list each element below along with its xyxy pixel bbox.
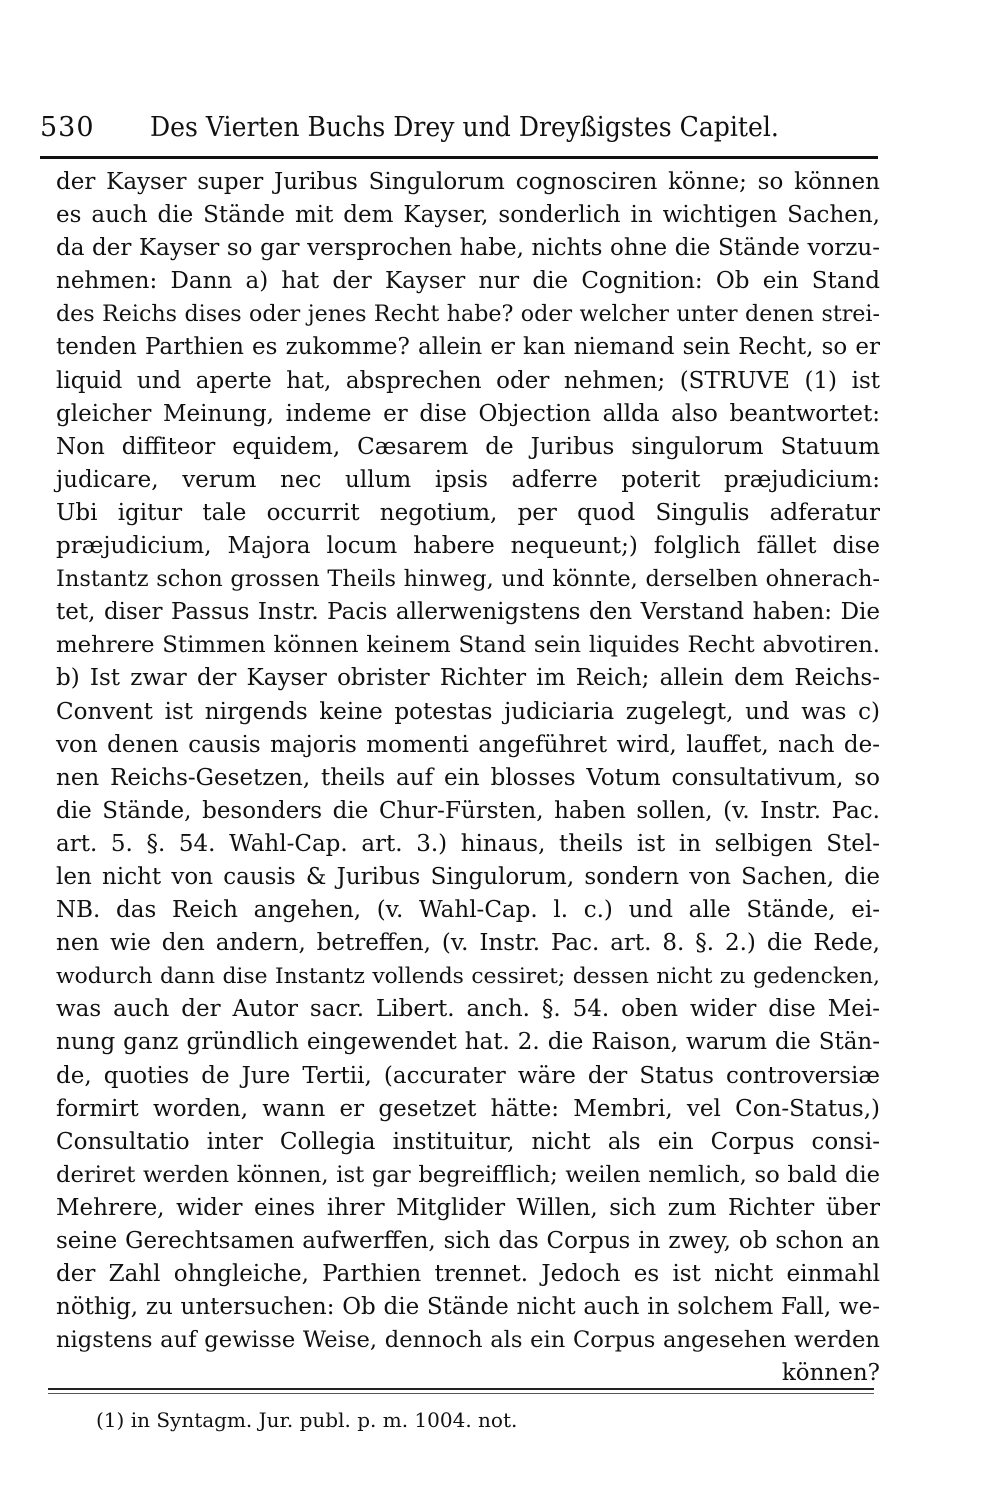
text-line: art. 5. §. 54. Wahl-Cap. art. 3.) hinaus, theils ist in selbigen Stel- <box>56 830 880 857</box>
text-line: præjudicium, Majora locum habere nequeunt;) folglich fället dise <box>56 533 880 560</box>
text-line: nigstens auf gewisse Weise, dennoch als ein Corpus angesehen werden <box>56 1327 880 1354</box>
text-line: nen Reichs-Gesetzen, theils auf ein blosses Votum consultativum, so <box>56 764 880 791</box>
running-title: Des Vierten Buchs Drey und Dreyßigstes Capitel. <box>150 112 779 143</box>
text-line: len nicht von causis & Juribus Singulorum, sondern von Sachen, die <box>56 863 880 890</box>
text-line: judicare, verum nec ullum ipsis adferre poterit præjudicium: <box>56 466 880 493</box>
text-line: Mehrere, wider eines ihrer Mitglider Willen, sich zum Richter über <box>56 1194 880 1221</box>
text-line: deriret werden können, ist gar begreifflich; weilen nemlich, so bald die <box>56 1161 880 1188</box>
text-line: die Stände, besonders die Chur-Fürsten, haben sollen, (v. Instr. Pac. <box>56 797 880 824</box>
text-line: formirt worden, wann er gesetzet hätte: Membri, vel Con-Status,) <box>56 1095 880 1122</box>
text-line: nung ganz gründlich eingewendet hat. 2. die Raison, warum die Stän- <box>56 1029 880 1056</box>
text-line: nöthig, zu untersuchen: Ob die Stände nicht auch in solchem Fall, we- <box>56 1294 880 1321</box>
text-line: gleicher Meinung, indeme er dise Objection allda also beantwortet: <box>56 400 880 427</box>
text-line: liquid und aperte hat, absprechen oder nehmen; (STRUVE (1) ist <box>56 367 880 394</box>
header-rule <box>40 156 878 159</box>
footnote: (1) in Syntagm. Jur. publ. p. m. 1004. not. <box>96 1408 518 1432</box>
page-header <box>40 108 880 148</box>
text-line: mehrere Stimmen können keinem Stand sein liquides Recht abvotiren. <box>56 632 880 659</box>
text-line: Ubi igitur tale occurrit negotium, per quod Singulis adferatur <box>56 499 880 526</box>
text-line: NB. das Reich angehen, (v. Wahl-Cap. l. c.) und alle Stände, ei- <box>56 897 880 924</box>
text-line: seine Gerechtsamen aufwerffen, sich das Corpus in zwey, ob schon an <box>56 1228 880 1254</box>
text-line: Convent ist nirgends keine potestas judiciaria zugelegt, und was c) <box>56 698 880 725</box>
text-line: des Reichs dises oder jenes Recht habe? oder welcher unter denen strei- <box>56 301 880 328</box>
text-line: nen wie den andern, betreffen, (v. Instr. Pac. art. 8. §. 2.) die Rede, <box>56 930 880 957</box>
text-line: Consultatio inter Collegia instituitur, nicht als ein Corpus consi- <box>56 1128 880 1155</box>
text-line: nehmen: Dann a) hat der Kayser nur die Cognition: Ob ein Stand <box>56 268 880 295</box>
text-line: Non diffiteor equidem, Cæsarem de Juribus singulorum Statuum <box>56 433 880 460</box>
text-line: Instantz schon grossen Theils hinweg, und könnte, derselben ohnerach- <box>56 566 880 593</box>
footnote-rule-thin <box>48 1393 874 1394</box>
text-line: der Zahl ohngleiche, Parthien trennet. Jedoch es ist nicht einmahl <box>56 1261 880 1288</box>
page-number: 530 <box>40 112 95 143</box>
body-text <box>56 166 880 1390</box>
text-line: können? <box>781 1360 880 1387</box>
text-line: b) Ist zwar der Kayser obrister Richter im Reich; allein dem Reichs- <box>56 665 880 692</box>
text-line: wodurch dann dise Instantz vollends cessiret; dessen nicht zu gedencken, <box>56 964 880 990</box>
text-line: tenden Parthien es zukomme? allein er kan niemand sein Recht, so er <box>56 334 880 361</box>
text-line: von denen causis majoris momenti angeführet wird, lauffet, nach de- <box>56 731 880 758</box>
text-line: was auch der Autor sacr. Libert. anch. §. 54. oben wider dise Mei- <box>56 996 880 1023</box>
text-line: tet, diser Passus Instr. Pacis allerwenigstens den Verstand haben: Die <box>56 599 880 626</box>
footnote-rule <box>48 1388 874 1390</box>
text-line: der Kayser super Juribus Singulorum cognosciren könne; so können <box>56 169 880 195</box>
text-line: da der Kayser so gar versprochen habe, nichts ohne die Stände vorzu- <box>56 235 880 262</box>
text-line: es auch die Stände mit dem Kayser, sonderlich in wichtigen Sachen, <box>56 202 880 229</box>
text-line: de, quoties de Jure Tertii, (accurater wäre der Status controversiæ <box>56 1062 880 1089</box>
